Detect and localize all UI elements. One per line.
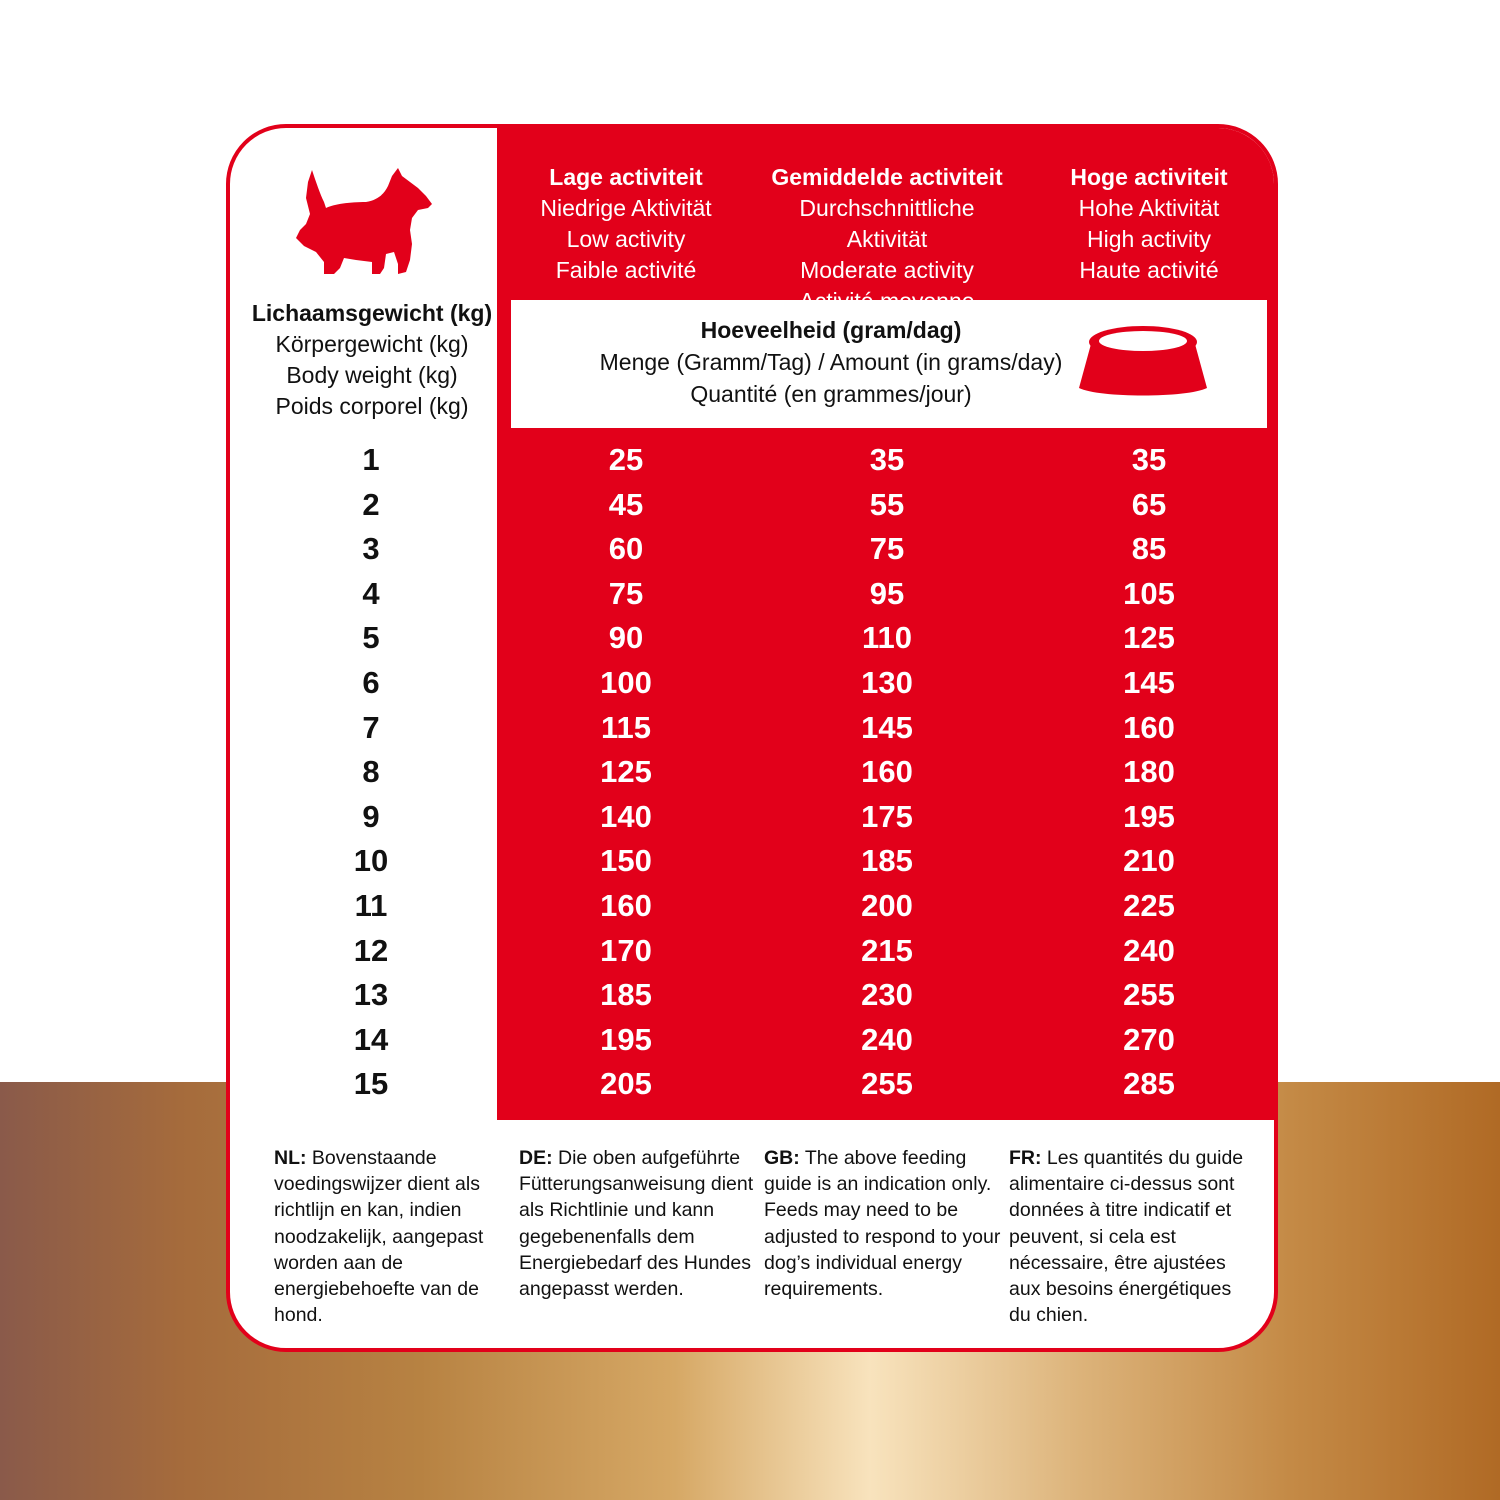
weight-cell: 10 bbox=[353, 843, 389, 879]
table-row bbox=[230, 750, 1278, 794]
column-header-moderate-de: Durchschnittliche Aktivität bbox=[799, 195, 975, 252]
body-weight-label-nl: Lichaamsgewicht (kg) bbox=[251, 300, 493, 326]
column-header-low-nl: Lage activiteit bbox=[549, 164, 703, 190]
amount-label-de-en: Menge (Gramm/Tag) / Amount (in grams/day) bbox=[599, 349, 1063, 375]
table-row bbox=[230, 1062, 1278, 1106]
low-activity-cell: 140 bbox=[600, 798, 652, 834]
high-activity-cell: 160 bbox=[1123, 709, 1175, 745]
table-row bbox=[230, 527, 1278, 571]
table-row bbox=[230, 973, 1278, 1017]
low-activity-cell: 150 bbox=[600, 843, 652, 879]
body-weight-label-de: Körpergewicht (kg) bbox=[275, 331, 469, 357]
table-row bbox=[230, 795, 1278, 839]
table-row bbox=[230, 483, 1278, 527]
moderate-activity-cell: 230 bbox=[861, 977, 913, 1013]
dog-silhouette-icon bbox=[294, 168, 444, 276]
low-activity-cell: 195 bbox=[600, 1021, 652, 1057]
moderate-activity-cell: 160 bbox=[861, 754, 913, 790]
high-activity-cell: 195 bbox=[1123, 798, 1175, 834]
body-weight-label bbox=[248, 298, 496, 422]
column-header-high bbox=[1019, 162, 1278, 286]
amount-label-nl: Hoeveelheid (gram/dag) bbox=[700, 317, 962, 343]
column-header-moderate-en: Moderate activity bbox=[800, 257, 974, 283]
table-row bbox=[230, 661, 1278, 705]
moderate-activity-cell: 185 bbox=[861, 843, 913, 879]
moderate-activity-cell: 35 bbox=[869, 442, 905, 477]
weight-cell: 1 bbox=[362, 442, 380, 477]
low-activity-cell: 45 bbox=[608, 486, 644, 522]
moderate-activity-cell: 55 bbox=[869, 486, 905, 522]
amount-label bbox=[551, 314, 1111, 410]
moderate-activity-cell: 110 bbox=[861, 620, 912, 656]
table-row bbox=[230, 706, 1278, 750]
moderate-activity-cell: 200 bbox=[861, 888, 913, 923]
note-fr-lang: FR: bbox=[1009, 1147, 1042, 1169]
high-activity-cell: 210 bbox=[1123, 843, 1175, 879]
table-row bbox=[230, 1018, 1278, 1062]
high-activity-cell: 240 bbox=[1123, 932, 1175, 968]
weight-cell: 9 bbox=[362, 798, 380, 834]
low-activity-cell: 170 bbox=[600, 932, 652, 968]
high-activity-cell: 270 bbox=[1123, 1021, 1175, 1057]
weight-cell: 8 bbox=[362, 754, 380, 790]
high-activity-cell: 145 bbox=[1123, 665, 1175, 700]
table-row bbox=[230, 929, 1278, 973]
weight-cell: 11 bbox=[354, 888, 388, 923]
high-activity-cell: 65 bbox=[1131, 486, 1167, 522]
weight-cell: 14 bbox=[353, 1021, 389, 1057]
note-fr-text: Les quantités du guide alimentaire ci-dessus sont données à titre indicatif et peuvent, si cela est nécessaire, être ajustées aux besoins énergétiques du chien. bbox=[1009, 1147, 1244, 1327]
high-activity-cell: 85 bbox=[1131, 531, 1167, 567]
weight-cell: 3 bbox=[362, 531, 380, 567]
table-row bbox=[230, 616, 1278, 660]
moderate-activity-cell: 75 bbox=[869, 531, 905, 567]
moderate-activity-cell: 175 bbox=[861, 798, 913, 834]
weight-cell: 6 bbox=[362, 665, 380, 700]
high-activity-cell: 285 bbox=[1123, 1066, 1175, 1102]
column-header-moderate bbox=[757, 162, 1017, 317]
low-activity-cell: 90 bbox=[608, 620, 644, 656]
feeding-guide-card bbox=[226, 124, 1278, 1352]
table-row bbox=[230, 839, 1278, 883]
weight-cell: 12 bbox=[353, 932, 389, 968]
table-row bbox=[230, 884, 1278, 928]
low-activity-cell: 185 bbox=[600, 977, 652, 1013]
moderate-activity-cell: 130 bbox=[861, 665, 913, 700]
note-fr bbox=[1009, 1145, 1249, 1328]
high-activity-cell: 35 bbox=[1131, 442, 1167, 477]
column-header-low bbox=[496, 162, 756, 286]
column-header-low-de: Niedrige Aktivität bbox=[540, 195, 712, 221]
low-activity-cell: 125 bbox=[600, 754, 652, 790]
low-activity-cell: 160 bbox=[600, 888, 652, 923]
table-row bbox=[230, 572, 1278, 616]
low-activity-cell: 25 bbox=[608, 442, 644, 477]
table-row bbox=[230, 438, 1278, 482]
note-de bbox=[519, 1145, 759, 1302]
high-activity-cell: 225 bbox=[1123, 888, 1175, 923]
weight-cell: 2 bbox=[362, 486, 380, 522]
low-activity-cell: 205 bbox=[600, 1066, 652, 1102]
column-header-high-de: Hohe Aktivität bbox=[1078, 195, 1220, 221]
high-activity-cell: 125 bbox=[1123, 620, 1175, 656]
column-header-high-en: High activity bbox=[1087, 226, 1211, 252]
body-weight-label-en: Body weight (kg) bbox=[286, 362, 458, 388]
moderate-activity-cell: 255 bbox=[861, 1066, 913, 1102]
weight-cell: 15 bbox=[353, 1066, 389, 1102]
high-activity-cell: 255 bbox=[1123, 977, 1175, 1013]
note-de-text: Die oben aufgeführte Fütterungsanweisung dient als Richtlinie und kann gegebenenfalls dem Energiebedarf des Hundes angepasst werden. bbox=[519, 1147, 754, 1301]
column-header-moderate-nl: Gemiddelde activiteit bbox=[771, 164, 1003, 190]
food-bowl-icon bbox=[1077, 324, 1209, 400]
low-activity-cell: 100 bbox=[600, 665, 652, 700]
note-gb-text: The above feeding guide is an indication only. Feeds may need to be adjusted to respond to your dog’s individual energy requirements. bbox=[764, 1147, 1001, 1301]
note-gb-lang: GB: bbox=[764, 1147, 800, 1169]
note-gb bbox=[764, 1145, 1004, 1302]
note-nl-lang: NL: bbox=[274, 1147, 307, 1169]
column-header-low-fr: Faible activité bbox=[555, 257, 697, 283]
note-nl bbox=[274, 1145, 514, 1328]
note-nl-text: Bovenstaande voedingswijzer dient als richtlijn en kan, indien noodzakelijk, aangepast worden aan de energiebehoefte van de hond. bbox=[274, 1147, 484, 1327]
moderate-activity-cell: 145 bbox=[861, 709, 913, 745]
column-header-high-fr: Haute activité bbox=[1079, 257, 1219, 283]
low-activity-cell: 75 bbox=[608, 575, 644, 611]
weight-cell: 5 bbox=[362, 620, 380, 656]
weight-cell: 7 bbox=[362, 709, 380, 745]
moderate-activity-cell: 240 bbox=[861, 1021, 913, 1057]
weight-cell: 13 bbox=[353, 977, 389, 1013]
high-activity-cell: 180 bbox=[1123, 754, 1175, 790]
moderate-activity-cell: 95 bbox=[869, 575, 905, 611]
low-activity-cell: 60 bbox=[608, 531, 644, 567]
amount-header-box bbox=[511, 300, 1267, 428]
amount-label-fr: Quantité (en grammes/jour) bbox=[690, 381, 972, 407]
column-header-high-nl: Hoge activiteit bbox=[1070, 164, 1228, 190]
body-weight-label-fr: Poids corporel (kg) bbox=[275, 393, 469, 419]
note-de-lang: DE: bbox=[519, 1147, 553, 1169]
low-activity-cell: 115 bbox=[600, 709, 651, 745]
weight-cell: 4 bbox=[362, 575, 380, 611]
moderate-activity-cell: 215 bbox=[861, 932, 913, 968]
column-header-low-en: Low activity bbox=[566, 226, 686, 252]
high-activity-cell: 105 bbox=[1123, 575, 1175, 611]
